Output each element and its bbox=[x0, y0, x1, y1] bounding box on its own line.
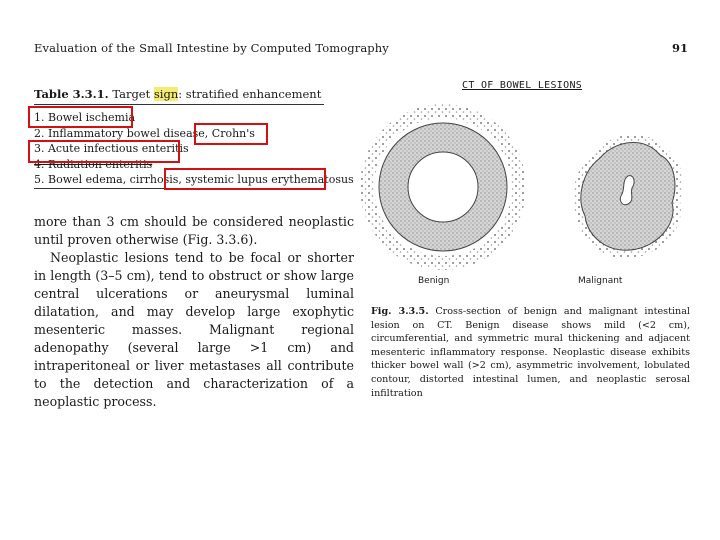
figure-label-benign: Benign bbox=[418, 276, 450, 286]
table-items bbox=[34, 110, 354, 188]
running-head: Evaluation of the Small Intestine by Computed Tomography bbox=[34, 41, 389, 55]
paragraph-1: more than 3 cm should be considered neoplastic until proven otherwise (Fig. 3.3.6). bbox=[34, 214, 354, 247]
table-title bbox=[34, 87, 321, 101]
table-item-struck: 4. Radiation enteritis bbox=[34, 157, 153, 171]
table-label: Table 3.3.1. bbox=[34, 87, 109, 101]
bowel-cross-section-illustration bbox=[360, 100, 700, 275]
figure-caption bbox=[371, 305, 690, 400]
figure-label-malignant: Malignant bbox=[578, 276, 623, 286]
malignant-cross-section bbox=[581, 143, 675, 251]
body-text bbox=[34, 213, 354, 411]
benign-cross-section bbox=[367, 111, 519, 263]
highlighted-word: sign bbox=[153, 87, 179, 101]
table-item: 2. Inflammatory bowel disease, Crohn's bbox=[34, 126, 255, 140]
figure-number: Fig. 3.3.5. bbox=[371, 306, 429, 317]
table-top-rule bbox=[34, 104, 324, 105]
paragraph-2: Neoplastic lesions tend to be focal or shorter in length (3–5 cm), tend to obstruct or show large central ulcerations or aneurysmal luminal dilatation, and may develop large exophytic mesenteric masses. Malignant regional adenopathy (several large >1 cm) and intraperitoneal or liver metastases all contribute to the detection and characterization of a neoplastic process. bbox=[34, 250, 354, 409]
table-item: 5. Bowel edema, cirrhosis, systemic lupus erythematosus bbox=[34, 173, 354, 186]
page-number: 91 bbox=[672, 41, 689, 55]
figure-caption-text: Cross-section of benign and malignant intestinal lesion on CT. Benign disease shows mild (<2 cm), circumferential, and symmetric mural thickening and adjacent mesenteric inflammatory response. Neoplastic disease exhibits thicker bowel wall (>2 cm), asymmetric involvement, lobulated contour, distorted intestinal lumen, and neoplastic serosal infiltration bbox=[371, 306, 690, 399]
table-title-suffix: : stratified enhancement bbox=[178, 87, 322, 101]
table-bottom-rule bbox=[34, 188, 324, 189]
figure-title: CT OF BOWEL LESIONS bbox=[462, 80, 583, 91]
table-item: 3. Acute infectious enteritis bbox=[34, 142, 189, 155]
table-title-prefix: Target bbox=[112, 87, 154, 101]
table-item: 1. Bowel ischemia bbox=[34, 111, 136, 124]
